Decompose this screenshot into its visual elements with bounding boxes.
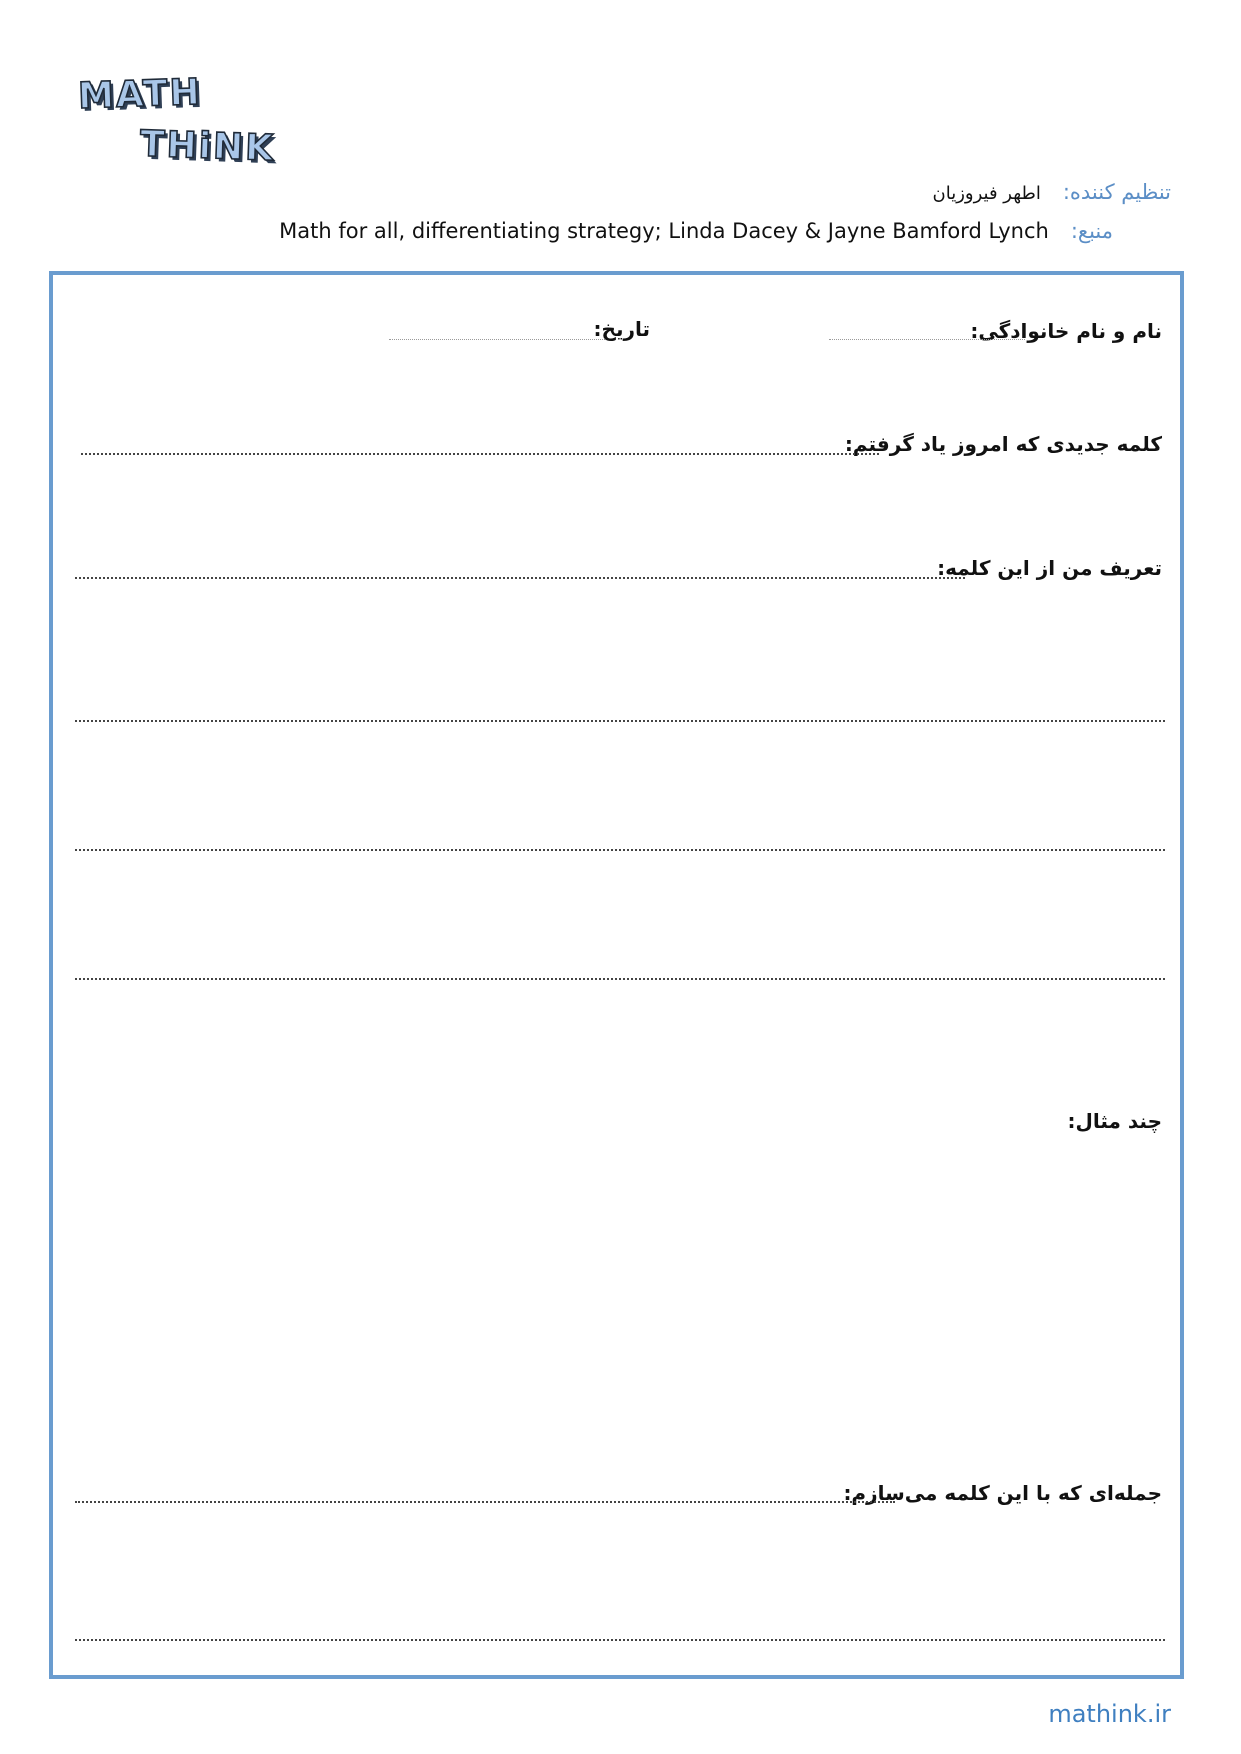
logo-word-math: MATH	[77, 71, 203, 118]
source-value: Math for all, differentiating strategy; Linda Dacey & Jayne Bamford Lynch	[279, 219, 1049, 243]
sentence-field[interactable]	[75, 1501, 895, 1503]
sentence-line-2[interactable]	[75, 1639, 1165, 1641]
author-row	[932, 180, 1171, 204]
sentence-label: جمله‌ای که با این کلمه می‌سازم:	[843, 1481, 1162, 1505]
name-field[interactable]	[829, 339, 1025, 340]
author-value: اطهر فیروزیان	[932, 183, 1041, 204]
author-label: تنظیم کننده:	[1062, 180, 1171, 204]
new-word-label: کلمه جدیدی که امروز یاد گرفتم:	[844, 432, 1162, 456]
name-label: نام و نام خانوادگی:	[970, 319, 1162, 343]
definition-line-3[interactable]	[75, 849, 1165, 851]
definition-field[interactable]	[75, 577, 965, 579]
examples-label: چند مثال:	[1067, 1109, 1162, 1133]
new-word-field[interactable]	[81, 453, 879, 455]
definition-label: تعریف من از این کلمه:	[937, 556, 1162, 580]
logo-word-think: THiNK	[139, 123, 276, 170]
definition-line-4[interactable]	[75, 978, 1165, 980]
worksheet-frame	[49, 271, 1184, 1679]
source-label: منبع:	[1070, 219, 1113, 243]
source-row	[279, 219, 1113, 243]
definition-line-2[interactable]	[75, 720, 1165, 722]
date-label: تاریخ:	[593, 317, 650, 341]
footer-url[interactable]: mathink.ir	[1048, 1700, 1171, 1728]
date-field[interactable]	[389, 339, 605, 340]
math-think-logo	[70, 71, 276, 180]
